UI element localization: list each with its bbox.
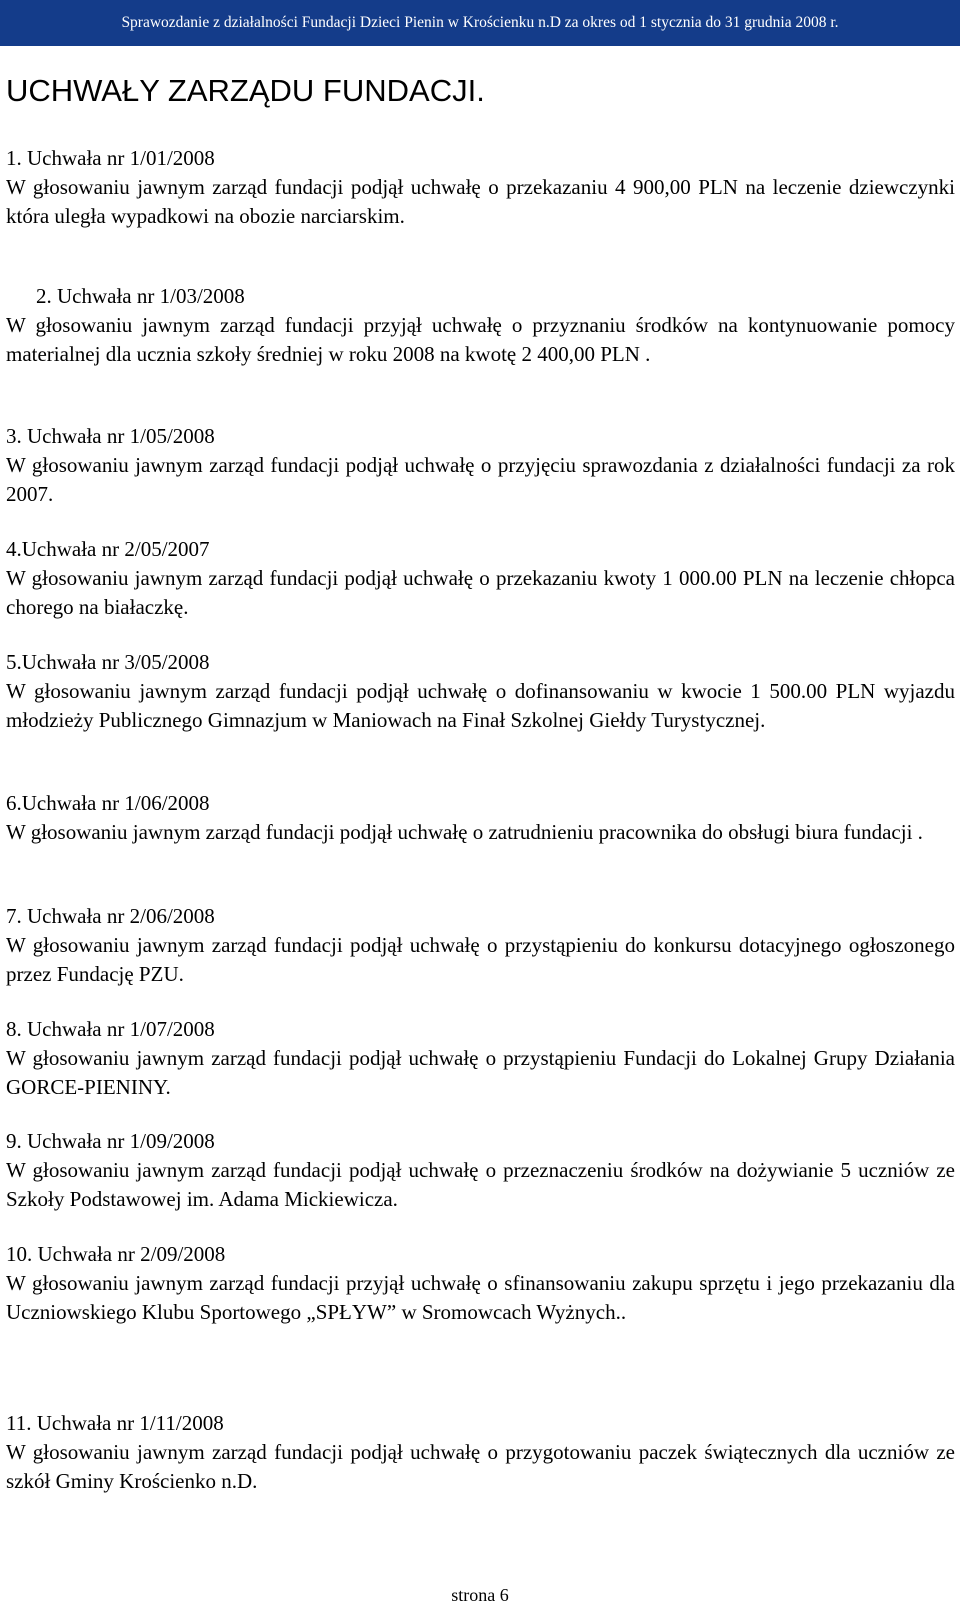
resolution-body: W głosowaniu jawnym zarząd fundacji podjął uchwałę o zatrudnieniu pracownika do obsługi biura fundacji .: [6, 820, 923, 844]
report-header-text: Sprawozdanie z działalności Fundacji Dzieci Pienin w Krościenku n.D za okres od 1 stycznia do 31 grudnia 2008 r.: [121, 14, 839, 31]
resolution-9: [6, 1127, 955, 1214]
resolution-heading: 11. Uchwała nr 1/11/2008: [6, 1411, 224, 1435]
resolution-heading: 9. Uchwała nr 1/09/2008: [6, 1129, 215, 1153]
resolution-10: [6, 1240, 955, 1327]
resolution-body: W głosowaniu jawnym zarząd fundacji podjął uchwałę o przekazaniu kwoty 1 000.00 PLN na leczenie chłopca chorego na białaczkę.: [6, 566, 955, 619]
resolution-heading: 1. Uchwała nr 1/01/2008: [6, 146, 215, 170]
resolution-body: W głosowaniu jawnym zarząd fundacji przyjął uchwałę o sfinansowaniu zakupu sprzętu i jego przekazaniu dla Uczniowskiego Klubu Sportowego „SPŁYW” w Sromowcach Wyżnych..: [6, 1271, 955, 1324]
resolution-11: [6, 1409, 955, 1496]
resolution-body: W głosowaniu jawnym zarząd fundacji podjął uchwałę o przekazaniu 4 900,00 PLN na leczenie dziewczynki która uległa wypadkowi na obozie narciarskim.: [6, 175, 955, 228]
resolution-8: [6, 1015, 955, 1102]
resolution-1: [6, 144, 955, 231]
resolution-body: W głosowaniu jawnym zarząd fundacji podjął uchwałę o przystąpieniu do konkursu dotacyjnego ogłoszonego przez Fundację PZU.: [6, 933, 955, 986]
report-header: [0, 0, 960, 46]
resolution-7: [6, 902, 955, 989]
resolution-2: [6, 282, 955, 369]
resolution-heading: 6.Uchwała nr 1/06/2008: [6, 791, 210, 815]
resolution-heading: 2. Uchwała nr 1/03/2008: [36, 284, 245, 308]
resolution-body: W głosowaniu jawnym zarząd fundacji przyjął uchwałę o przyznaniu środków na kontynuowanie pomocy materialnej dla ucznia szkoły średniej w roku 2008 na kwotę 2 400,00 PLN .: [6, 313, 955, 366]
resolution-6: [6, 789, 955, 847]
resolution-heading: 5.Uchwała nr 3/05/2008: [6, 650, 210, 674]
resolution-body: W głosowaniu jawnym zarząd fundacji podjął uchwałę o przeznaczeniu środków na dożywianie 5 uczniów ze Szkoły Podstawowej im. Adama Mickiewicza.: [6, 1158, 955, 1211]
resolution-4: [6, 535, 955, 622]
resolution-heading: 3. Uchwała nr 1/05/2008: [6, 424, 215, 448]
resolution-body: W głosowaniu jawnym zarząd fundacji podjął uchwałę o przystąpieniu Fundacji do Lokalnej Grupy Działania GORCE-PIENINY.: [6, 1046, 955, 1099]
resolution-heading: 10. Uchwała nr 2/09/2008: [6, 1242, 226, 1266]
resolution-heading: 4.Uchwała nr 2/05/2007: [6, 537, 210, 561]
resolution-body: W głosowaniu jawnym zarząd fundacji podjął uchwałę o przyjęciu sprawozdania z działalności fundacji za rok 2007.: [6, 453, 955, 506]
resolution-body: W głosowaniu jawnym zarząd fundacji podjął uchwałę o przygotowaniu paczek świątecznych dla uczniów ze szkół Gminy Krościenko n.D.: [6, 1440, 955, 1493]
document-title: UCHWAŁY ZARZĄDU FUNDACJI.: [6, 73, 485, 108]
resolution-3: [6, 422, 955, 509]
resolution-heading: 7. Uchwała nr 2/06/2008: [6, 904, 215, 928]
resolution-5: [6, 648, 955, 735]
resolution-body: W głosowaniu jawnym zarząd fundacji podjął uchwałę o dofinansowaniu w kwocie 1 500.00 PLN wyjazdu młodzieży Publicznego Gimnazjum w Maniowach na Finał Szkolnej Giełdy Turystycznej.: [6, 679, 955, 732]
resolution-heading: 8. Uchwała nr 1/07/2008: [6, 1017, 215, 1041]
page-number: strona 6: [451, 1585, 509, 1605]
